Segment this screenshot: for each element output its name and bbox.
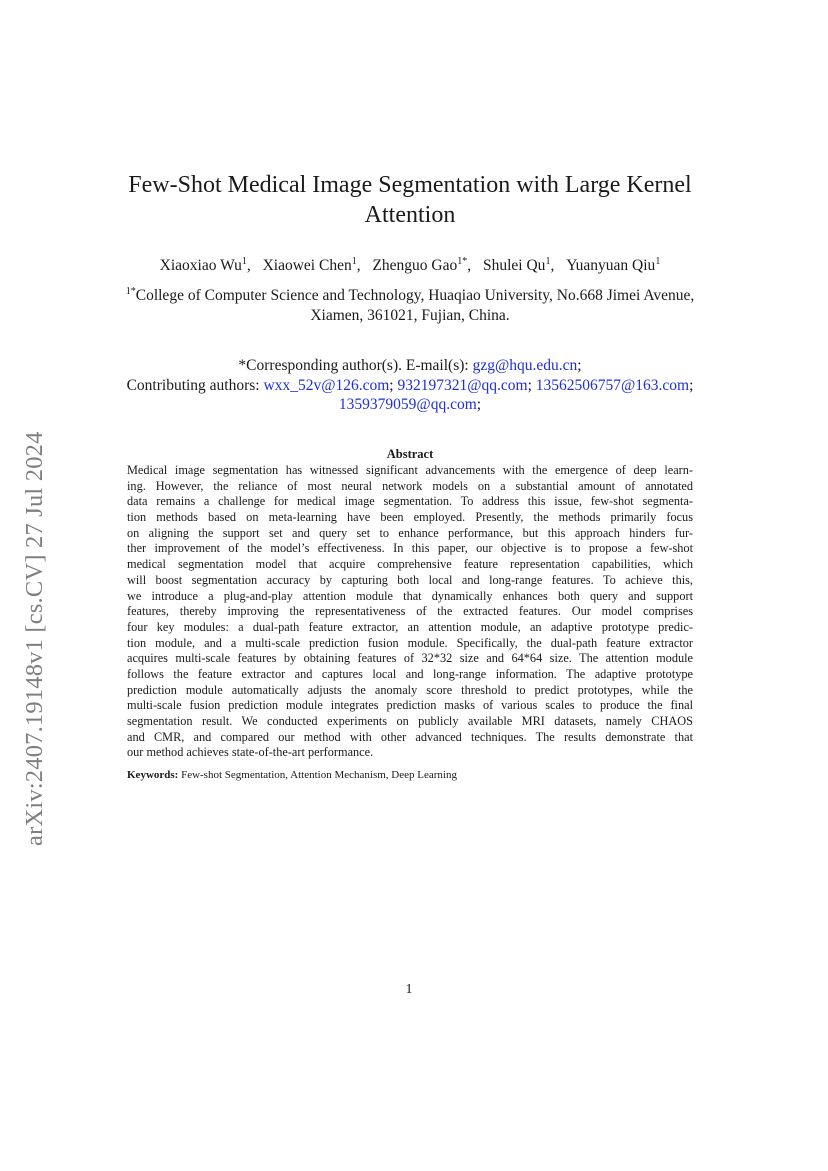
author-affiliation-mark: 1: [351, 256, 357, 267]
abstract-line: and CMR, and compared our method with other advanced techniques. The results demonstrate that: [127, 729, 693, 744]
corresponding-suffix: ;: [577, 357, 582, 374]
title-line-2: Attention: [364, 202, 456, 228]
affiliation-mark: 1*: [125, 286, 136, 297]
abstract-line: will boost segmentation accuracy by capturing both local and long-range features. To achieve this,: [127, 572, 693, 587]
corresponding-author-line: [80, 356, 740, 376]
author-affiliation-mark: 1*: [457, 256, 468, 267]
contributing-email-link[interactable]: 1359379059@qq.com: [338, 396, 477, 413]
author-3: Zhenguo Gao$^{1*}$,: [372, 256, 472, 274]
abstract-line: four key modules: a dual-path feature extractor, an attention module, an adaptive prototype predic-: [127, 619, 693, 634]
author-name: Shulei Qu: [483, 257, 546, 274]
abstract-line: data remains a challenge for medical image segmentation. To address this issue, few-shot segmenta-: [127, 494, 693, 509]
author-2: Xiaowei Chen$^1$,: [262, 256, 361, 274]
abstract-line: follows the feature extractor and captures local and long-range information. The adaptive prototype: [127, 666, 693, 681]
abstract-line: multi-scale fusion prediction module integrates prediction masks of various scales to produce the final: [127, 698, 693, 713]
abstract-line: Medical image segmentation has witnessed significant advancements with the emergence of deep learn-: [127, 463, 693, 477]
author-name: Yuanyuan Qiu: [566, 257, 656, 274]
author-name: Zhenguo Gao: [372, 257, 458, 274]
contact-info: [80, 356, 740, 415]
author-4: Shulei Qu$^1$,: [483, 256, 555, 274]
affiliation-line-1: College of Computer Science and Technology, Huaqiao University, No.668 Jimei Avenue,: [135, 287, 695, 304]
abstract-line: medical segmentation model that acquire comprehensive feature representation capabilities, which: [127, 557, 693, 572]
affiliation: [100, 286, 720, 326]
abstract-line: ing. However, the reliance of most neural network models on a substantial amount of annotated: [127, 478, 693, 493]
keywords-text: Few-shot Segmentation, Attention Mechanism, Deep Learning: [178, 769, 457, 781]
contributing-authors-line: Contributing authors: wxx_52v@126.com; 932197321@qq.com; 13562506757@163.com;: [126, 376, 694, 394]
keywords: [127, 768, 693, 782]
author-name: Xiaoxiao Wu: [159, 257, 242, 274]
abstract-line: ther improvement of the model’s effectiveness. In this paper, our objective is to propose a few-shot: [127, 541, 693, 556]
affiliation-line-2: Xiamen, 361021, Fujian, China.: [310, 307, 510, 324]
author-5: [566, 257, 660, 274]
contributing-authors-line-continued: 1359379059@qq.com;: [338, 396, 482, 413]
abstract-line: segmentation result. We conducted experiments on publicly available MRI datasets, namely CHAOS: [127, 714, 693, 728]
contributing-email-link[interactable]: 932197321@qq.com: [397, 376, 528, 394]
arxiv-identifier-stamp: [23, 372, 47, 846]
abstract-line: acquires multi-scale features by obtaining features of 32*32 size and 64*64 size. The attention module: [127, 651, 693, 666]
corresponding-email-link[interactable]: gzg@hqu.edu.cn: [472, 357, 578, 374]
contributing-email-link[interactable]: wxx_52v@126.com: [263, 376, 390, 394]
contributing-label: Contributing authors:: [126, 376, 264, 394]
abstract-heading: Abstract: [386, 447, 434, 461]
title-line-1: Few-Shot Medical Image Segmentation with Large Kernel: [128, 172, 692, 198]
contributing-email-link[interactable]: 13562506757@163.com: [535, 376, 690, 394]
keywords-label: Keywords:: [127, 769, 179, 781]
page-number: 1: [405, 982, 413, 997]
abstract-line: tion module, and a multi-scale prediction fusion module. Specifically, the dual-path feature extractor: [127, 635, 693, 650]
author-affiliation-mark: 1: [545, 256, 551, 267]
abstract-line: our method achieves state-of-the-art performance.: [127, 745, 374, 760]
corresponding-label: *Corresponding author(s). E-mail(s):: [238, 357, 473, 374]
author-list: [80, 256, 740, 276]
abstract-line: we introduce a plug-and-play attention module that dynamically enhances both query and support: [127, 588, 693, 603]
abstract-line: prediction module automatically adjusts the anomaly score threshold to predict prototypes, while the: [127, 682, 693, 697]
abstract-line: tion methods based on meta-learning have been employed. Presently, the methods primarily focus: [127, 510, 693, 525]
author-affiliation-mark: 1: [655, 256, 661, 267]
arxiv-stamp-text[interactable]: arXiv:2407.19148v1 [cs.CV] 27 Jul 2024: [21, 431, 48, 846]
author-1: Xiaoxiao Wu$^1$,: [159, 256, 251, 274]
author-affiliation-mark: 1: [241, 256, 247, 267]
abstract-line: on aligning the support set and query set to enhance performance, but this approach hinders fur-: [127, 525, 693, 540]
author-name: Xiaowei Chen: [262, 257, 352, 274]
abstract-line: features, thereby improving the representativeness of the extracted features. Our model comprises: [127, 604, 693, 619]
abstract-body: [127, 463, 693, 761]
paper-title: [110, 170, 710, 230]
